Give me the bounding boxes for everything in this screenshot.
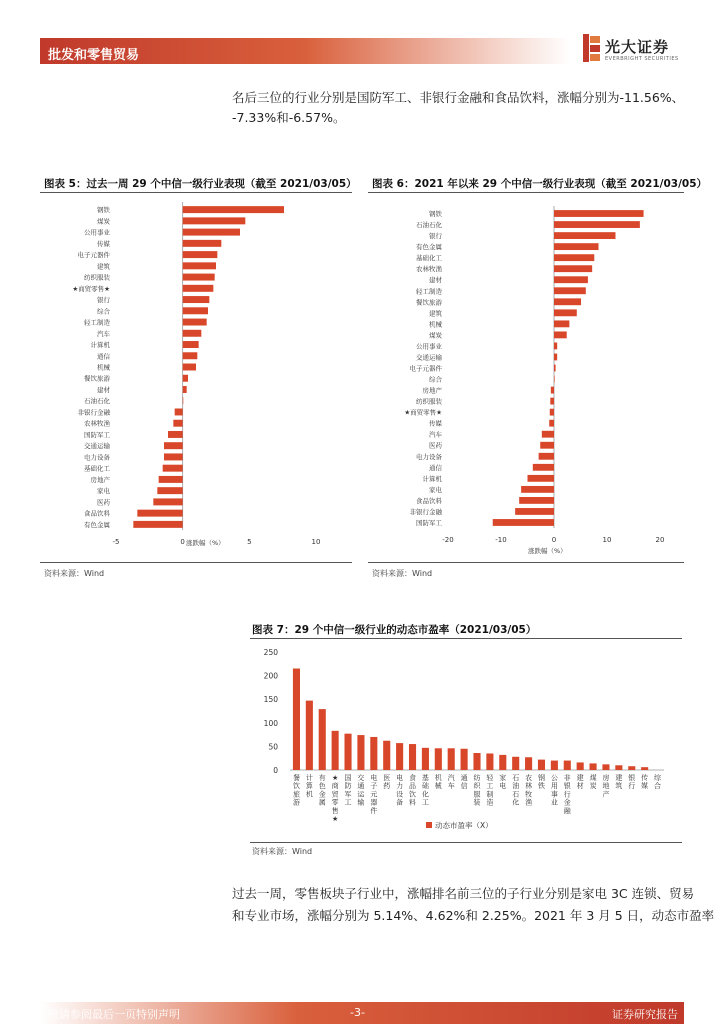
fig7-category-label: 餐饮旅游 (292, 774, 300, 807)
fig5-bar (183, 364, 196, 371)
fig6-category-label: 纺织服装 (416, 397, 442, 406)
fig6-bar (554, 309, 577, 316)
fig7-bar (435, 748, 442, 770)
fig6-category-label: 通信 (429, 463, 442, 472)
paragraph-top-line1: 名后三位的行业分别是国防军工、非银行金融和食品饮料，涨幅分别为-11.56%、 (232, 90, 685, 105)
fig6-category-label: 建筑 (429, 309, 442, 318)
fig7-category-label: 银行 (628, 774, 636, 791)
fig7-bar (293, 669, 300, 770)
fig7-ytick-label: 0 (273, 766, 278, 775)
fig6-bar (550, 398, 554, 405)
fig5-bar (164, 453, 183, 460)
fig7-ytick-label: 50 (268, 742, 278, 752)
fig6-category-label: 电力设备 (416, 452, 442, 461)
fig6-bar (554, 365, 556, 372)
fig5-bar (183, 229, 240, 236)
fig5-bar (168, 431, 183, 438)
fig7-bar (357, 735, 364, 770)
fig5-category-label: 石油石化 (84, 397, 110, 406)
fig5-category-label: 食品饮料 (84, 509, 110, 518)
fig7-bar (448, 748, 455, 770)
fig6-category-label: 石油石化 (416, 221, 442, 230)
fig5-xtick-label: 10 (311, 538, 321, 546)
fig7-legend-swatch (426, 822, 432, 828)
fig6-category-label: 综合 (429, 375, 442, 384)
fig6-xtick-label: 10 (602, 536, 612, 544)
fig5-xtick-label: 5 (247, 538, 252, 546)
fig7-category-label: 轻工制造 (486, 774, 494, 807)
figure6-bottom-rule (368, 562, 684, 563)
fig5-category-label: 建筑 (97, 262, 110, 271)
fig5-bar (183, 375, 188, 382)
fig7-ytick-label: 150 (263, 695, 278, 705)
fig5-bar (133, 521, 182, 528)
fig6-bar (539, 453, 554, 460)
fig6-bar (554, 331, 567, 338)
fig5-category-label: 煤炭 (97, 217, 110, 226)
fig6-category-label: 轻工制造 (416, 287, 442, 296)
fig5-category-label: 国防军工 (84, 430, 110, 439)
fig6-category-label: 国防军工 (416, 518, 442, 527)
fig7-bar (602, 764, 609, 770)
fig6-category-label: 餐饮旅游 (416, 298, 442, 307)
fig5-category-label: 银行 (97, 296, 110, 305)
fig5-bar (137, 510, 182, 517)
fig7-category-label: 建材 (576, 774, 584, 791)
fig7-bar (512, 757, 519, 770)
fig5-bar (173, 420, 182, 427)
fig7-category-label: 房地产 (602, 774, 610, 799)
figure6-title: 图表 6：2021 年以来 29 个中信一级行业表现（截至 2021/03/05） (372, 178, 708, 190)
fig6-bar (521, 486, 554, 493)
fig5-category-label: 非银行金融 (77, 408, 110, 417)
fig7-category-label: 机械 (434, 774, 442, 791)
fig7-bar (538, 760, 545, 770)
fig6-bar (554, 243, 599, 250)
fig7-bar (319, 709, 326, 770)
fig7-category-label: 汽车 (447, 774, 455, 791)
fig7-category-label: 国防军工 (344, 774, 352, 807)
fig6-bar (554, 354, 557, 361)
fig6-bar (533, 464, 554, 471)
fig7-bar (551, 761, 558, 770)
fig5-category-label: 房地产 (90, 475, 110, 484)
fig5-category-label: 电力设备 (84, 453, 110, 462)
figure6-top-rule (368, 192, 684, 193)
fig6-category-label: 交通运输 (416, 353, 442, 362)
fig6-bar (554, 210, 644, 217)
fig7-bar (615, 765, 622, 770)
fig7-bar (332, 731, 339, 770)
fig5-xtick-label: 0 (180, 538, 185, 546)
fig6-category-label: 医药 (429, 441, 442, 450)
fig5-bar (183, 296, 210, 303)
fig6-bar (554, 320, 569, 327)
figure5-bottom-rule (40, 562, 352, 563)
fig6-bar (554, 376, 555, 383)
fig6-category-label: 建材 (429, 276, 442, 285)
fig5-category-label: 餐饮旅游 (84, 374, 110, 383)
footer-report-type: 证券研究报告 (612, 1008, 678, 1021)
fig6-category-label: 有色金属 (416, 243, 442, 252)
fig6-bar (551, 387, 554, 394)
fig5-category-label: 电子元器件 (77, 251, 110, 260)
fig7-bar (344, 734, 351, 770)
fig6-category-label: 基础化工 (416, 254, 442, 263)
fig7-bar (473, 753, 480, 770)
fig6-bar (554, 221, 640, 228)
fig6-category-label: 食品饮料 (416, 496, 442, 505)
figure7-bottom-rule (250, 842, 682, 843)
fig6-bar (515, 508, 554, 515)
fig7-category-label: 纺织服装 (473, 774, 481, 807)
fig7-bar (577, 762, 584, 770)
figure6-source: 资料来源：Wind (372, 569, 433, 578)
fig5-bar (183, 274, 215, 281)
fig5-category-label: 传媒 (97, 239, 110, 248)
figure5-top-rule (40, 192, 352, 193)
fig7-category-label: 交通运输 (357, 774, 365, 807)
fig5-bar (183, 240, 222, 247)
fig6-bar (554, 298, 581, 305)
fig6-category-label: 公用事业 (416, 342, 442, 351)
fig7-bar (461, 749, 468, 770)
fig5-xtick-label: -5 (112, 538, 120, 546)
fig6-category-label: 电子元器件 (409, 364, 442, 373)
fig7-bar (486, 753, 493, 770)
fig7-category-label: 石油石化 (512, 774, 520, 807)
fig6-category-label: 汽车 (429, 430, 442, 439)
fig6-bar (540, 442, 554, 449)
fig5-bar (157, 487, 182, 494)
fig5-bar (183, 262, 216, 269)
fig5-category-label: 公用事业 (84, 228, 110, 237)
fig5-bar (183, 251, 218, 258)
fig7-category-label: 建筑 (615, 774, 623, 791)
fig6-bar (550, 409, 554, 416)
fig6-category-label: 计算机 (422, 474, 442, 483)
fig7-bar (383, 741, 390, 770)
fig5-xaxis-label: 涨跌幅（%） (186, 539, 225, 547)
fig6-xtick-label: 0 (551, 536, 557, 544)
fig7-category-label: 家电 (499, 774, 507, 791)
fig6-xaxis-label: 涨跌幅（%） (528, 547, 567, 555)
fig6-category-label: 非银行金融 (409, 507, 442, 516)
section-title: 批发和零售贸易 (48, 48, 140, 63)
fig7-category-label: 计算机 (305, 774, 313, 799)
fig7-category-label: 医药 (383, 774, 391, 791)
fig6-category-label: 银行 (429, 232, 442, 241)
fig6-category-label: 煤炭 (429, 331, 442, 340)
fig5-category-label: 农林牧渔 (84, 419, 110, 428)
fig5-category-label: 钢铁 (97, 206, 110, 215)
fig5-bar (183, 386, 187, 393)
fig6-xtick-label: -20 (442, 536, 454, 544)
logo-text-cn: 光大证券 (605, 38, 670, 56)
fig6-xtick-label: 20 (655, 536, 665, 544)
fig6-bar (519, 497, 554, 504)
fig7-bar (422, 748, 429, 770)
fig5-bar (183, 206, 284, 213)
fig5-bar (159, 476, 183, 483)
fig5-category-label: 医药 (97, 498, 110, 507)
fig5-category-label: 计算机 (90, 341, 110, 350)
figure7-title: 图表 7：29 个中信一级行业的动态市盈率（2021/03/05） (252, 624, 537, 636)
fig5-bar (153, 498, 182, 505)
fig7-bar (628, 766, 635, 770)
fig5-bar (183, 319, 207, 326)
fig7-category-label: 煤炭 (589, 774, 597, 791)
paragraph-bottom-line1: 过去一周，零售板块子行业中，涨幅排名前三位的子行业分别是家电 3C 连锁、贸易 (232, 886, 695, 901)
fig7-bar (306, 701, 313, 770)
fig5-bar (183, 217, 246, 224)
fig7-category-label: 非银行金融 (563, 774, 571, 815)
fig5-category-label: 有色金属 (84, 520, 110, 529)
fig7-category-label: 有色金属 (318, 774, 326, 807)
fig5-category-label: 建材 (97, 385, 110, 394)
fig7-category-label: 传媒 (641, 774, 649, 791)
fig5-bar (183, 330, 202, 337)
fig7-bar (499, 755, 506, 770)
fig5-category-label: 综合 (97, 307, 110, 316)
fig7-category-label: ★商贸零售★ (331, 774, 339, 823)
fig6-bar (528, 475, 555, 482)
fig5-category-label: 汽车 (97, 329, 110, 338)
fig6-bar (554, 343, 557, 350)
figure7-chart (250, 642, 682, 840)
fig5-bar (164, 442, 183, 449)
fig5-bar (183, 285, 214, 292)
fig6-category-label: 农林牧渔 (416, 265, 442, 274)
fig5-category-label: 基础化工 (84, 464, 110, 473)
footer-disclaimer: 敬请参阅最后一页特别声明 (48, 1008, 180, 1021)
fig7-ytick-label: 250 (263, 648, 278, 657)
figure6-chart (368, 196, 684, 558)
fig6-bar (554, 276, 588, 283)
figure5-source: 资料来源：Wind (44, 569, 105, 578)
logo-text-en: EVERBRIGHT SECURITIES (605, 56, 679, 62)
figure7-top-rule (250, 638, 682, 639)
company-logo (583, 32, 693, 68)
paragraph-bottom-line2: 和专业市场，涨幅分别为 5.14%、4.62%和 2.25%。2021 年 3 月 5 日，动态市盈率 (232, 908, 715, 923)
fig5-category-label: 家电 (97, 487, 110, 496)
fig6-bar (493, 519, 554, 526)
fig5-category-label: ★商贸零售★ (72, 284, 110, 293)
fig7-bar (370, 737, 377, 770)
fig6-bar (554, 232, 615, 239)
fig6-category-label: 家电 (429, 485, 442, 494)
fig5-category-label: 交通运输 (84, 442, 110, 451)
fig6-xtick-label: -10 (495, 536, 507, 544)
fig7-category-label: 电力设备 (396, 774, 404, 807)
fig6-category-label: 钢铁 (429, 210, 442, 219)
fig5-bar (175, 408, 183, 415)
fig7-legend-label: 动态市盈率（X） (435, 821, 493, 830)
fig6-category-label: 机械 (429, 320, 442, 329)
fig5-bar (183, 397, 184, 404)
fig6-bar (542, 431, 554, 438)
fig7-category-label: 基础化工 (421, 774, 429, 807)
fig7-bar (396, 743, 403, 770)
fig5-bar (183, 307, 208, 314)
figure7-source: 资料来源：Wind (252, 847, 313, 856)
fig6-bar (554, 254, 594, 261)
fig7-bar (525, 757, 532, 770)
logo-mark-icon (583, 34, 601, 62)
fig7-bar (590, 763, 597, 770)
fig6-category-label: 传媒 (429, 419, 442, 428)
fig5-category-label: 通信 (97, 352, 110, 361)
page-number: -3- (350, 1006, 365, 1019)
fig7-category-label: 公用事业 (550, 774, 558, 807)
fig7-category-label: 通信 (460, 774, 468, 791)
fig6-category-label: ★商贸零售★ (404, 408, 442, 417)
fig7-category-label: 电子元器件 (370, 774, 378, 815)
fig7-category-label: 综合 (654, 774, 662, 791)
fig5-bar (183, 352, 198, 359)
fig7-category-label: 农林牧渔 (525, 774, 533, 807)
fig6-bar (554, 287, 586, 294)
fig5-category-label: 机械 (97, 363, 110, 372)
fig6-category-label: 房地产 (422, 386, 442, 395)
fig7-bar (564, 761, 571, 770)
fig7-ytick-label: 100 (263, 718, 278, 728)
fig7-bar (409, 744, 416, 770)
figure5-title: 图表 5：过去一周 29 个中信一级行业表现（截至 2021/03/05） (44, 178, 357, 190)
figure5-chart (40, 196, 352, 558)
fig7-category-label: 钢铁 (537, 774, 545, 791)
fig6-bar (549, 420, 554, 427)
fig7-category-label: 食品饮料 (409, 774, 417, 807)
fig5-bar (183, 341, 199, 348)
paragraph-top-line2: -7.33%和-6.57%。 (232, 110, 346, 125)
fig5-category-label: 纺织服装 (84, 273, 110, 282)
fig5-bar (163, 465, 183, 472)
fig7-ytick-label: 200 (263, 671, 278, 681)
fig7-bar (641, 767, 648, 770)
fig6-bar (554, 265, 592, 272)
fig5-category-label: 轻工制造 (84, 318, 110, 327)
